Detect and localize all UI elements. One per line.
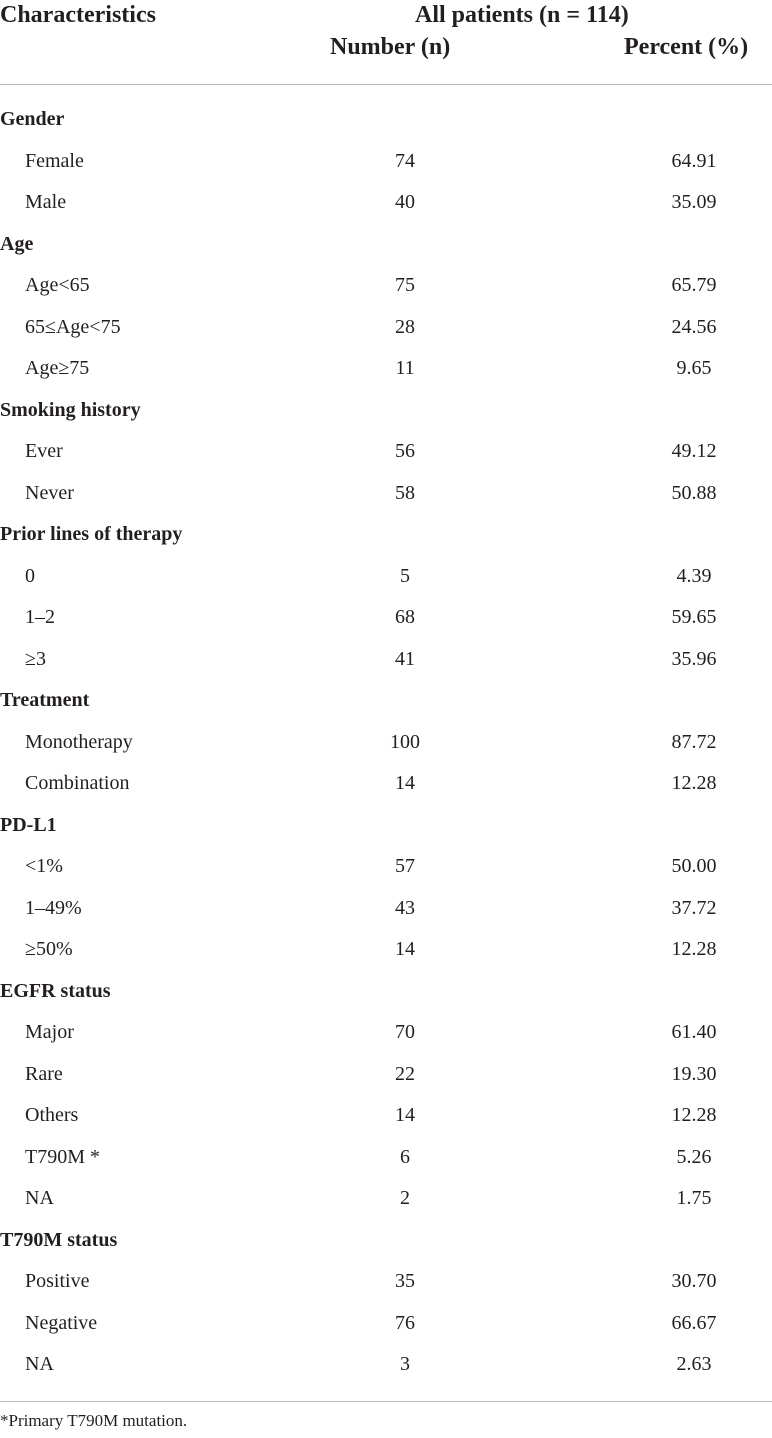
group-label: Smoking history — [0, 398, 141, 421]
row-label: Major — [25, 1021, 74, 1043]
percent-cell: 61.40 — [671, 1021, 717, 1043]
number-cell: 35 — [395, 1270, 415, 1292]
row-label: Negative — [25, 1311, 98, 1334]
percent-cell: 37.72 — [671, 896, 717, 919]
table-row — [0, 1095, 772, 1137]
percent-cell: 24.56 — [671, 315, 717, 338]
number-cell: 2 — [400, 1187, 410, 1209]
row-label: Combination — [25, 772, 130, 794]
table-group-row — [0, 99, 772, 141]
percent-cell: 30.70 — [671, 1270, 717, 1292]
table-group-row — [0, 224, 772, 266]
table-group-row — [0, 514, 772, 556]
row-label: Female — [25, 149, 84, 172]
row-label: 0 — [25, 564, 35, 587]
number-cell: 14 — [395, 772, 415, 794]
row-label: Rare — [25, 1062, 63, 1085]
table-row — [0, 888, 772, 930]
percent-cell: 49.12 — [671, 440, 717, 462]
percent-cell: 9.65 — [676, 357, 712, 379]
percent-cell: 12.28 — [671, 1104, 717, 1126]
percent-cell: 50.88 — [671, 481, 717, 504]
row-label: 65≤Age<75 — [25, 315, 121, 338]
table-row — [0, 1344, 772, 1386]
percent-cell: 64.91 — [671, 149, 717, 172]
percent-cell: 4.39 — [676, 564, 712, 587]
number-cell: 76 — [395, 1311, 415, 1334]
table-row — [0, 722, 772, 764]
number-cell: 57 — [395, 855, 415, 877]
table-body — [0, 99, 772, 1386]
table-group-row — [0, 971, 772, 1013]
table-row — [0, 1178, 772, 1220]
column-header-number: Number (n) — [330, 34, 451, 60]
percent-cell: 50.00 — [671, 855, 717, 877]
row-label: Monotherapy — [25, 730, 133, 753]
table-row — [0, 431, 772, 473]
percent-cell: 59.65 — [671, 606, 717, 628]
table-group-row — [0, 805, 772, 847]
table-group-row — [0, 680, 772, 722]
group-label: EGFR status — [0, 979, 111, 1002]
table-row — [0, 182, 772, 224]
table-row — [0, 1137, 772, 1179]
table-row — [0, 1012, 772, 1054]
row-label: NA — [25, 1353, 54, 1375]
percent-cell: 19.30 — [671, 1062, 717, 1085]
row-label: 1–49% — [25, 896, 82, 919]
table-group-row — [0, 1220, 772, 1262]
percent-cell: 5.26 — [676, 1145, 712, 1168]
table-row — [0, 556, 772, 598]
number-cell: 58 — [395, 481, 415, 504]
group-label: Gender — [0, 108, 65, 130]
number-cell: 3 — [400, 1353, 410, 1375]
table-row — [0, 1054, 772, 1096]
percent-cell: 65.79 — [671, 274, 717, 296]
column-group-header-all-patients: All patients (n = 114) — [415, 2, 629, 28]
group-label: Treatment — [0, 689, 90, 711]
percent-cell: 35.09 — [671, 191, 717, 213]
table-row — [0, 929, 772, 971]
number-cell: 14 — [395, 1104, 415, 1126]
number-cell: 68 — [395, 606, 415, 628]
table-row — [0, 307, 772, 349]
percent-cell: 12.28 — [671, 772, 717, 794]
group-label: Prior lines of therapy — [0, 523, 183, 545]
number-cell: 41 — [395, 647, 415, 670]
percent-cell: 1.75 — [676, 1187, 712, 1209]
number-cell: 74 — [395, 149, 415, 172]
number-cell: 14 — [395, 938, 415, 960]
row-label: <1% — [25, 855, 63, 877]
row-label: Never — [25, 481, 74, 504]
number-cell: 11 — [395, 357, 415, 379]
table-row — [0, 763, 772, 805]
table-row — [0, 265, 772, 307]
percent-cell: 12.28 — [671, 938, 717, 960]
number-cell: 100 — [390, 730, 420, 753]
column-header-percent: Percent (%) — [624, 34, 749, 60]
number-cell: 6 — [400, 1145, 410, 1168]
number-cell: 56 — [395, 440, 415, 462]
group-label: Age — [0, 232, 34, 255]
percent-cell: 2.63 — [676, 1353, 712, 1375]
table-row — [0, 141, 772, 183]
number-cell: 28 — [395, 315, 415, 338]
number-cell: 43 — [395, 896, 415, 919]
table-row — [0, 846, 772, 888]
row-label: Male — [25, 191, 67, 213]
table-row — [0, 473, 772, 515]
table-row — [0, 1303, 772, 1345]
table-row — [0, 1261, 772, 1303]
row-label: T790M * — [25, 1145, 100, 1168]
row-label: Others — [25, 1104, 79, 1126]
row-label: Age<65 — [25, 274, 90, 296]
number-cell: 40 — [395, 191, 415, 213]
percent-cell: 87.72 — [671, 730, 717, 753]
row-label: ≥3 — [25, 647, 46, 670]
table-row — [0, 639, 772, 681]
row-label: ≥50% — [25, 938, 73, 960]
number-cell: 70 — [395, 1021, 415, 1043]
row-label: 1–2 — [25, 606, 55, 628]
header-divider — [0, 84, 772, 85]
table-group-row — [0, 390, 772, 432]
table-row — [0, 597, 772, 639]
table-footnote: *Primary T790M mutation. — [0, 1411, 188, 1430]
table-row — [0, 348, 772, 390]
table-bottom-divider — [0, 1401, 772, 1402]
row-label: Positive — [25, 1270, 90, 1292]
percent-cell: 66.67 — [671, 1311, 717, 1334]
column-header-characteristics: Characteristics — [0, 2, 156, 28]
group-label: PD-L1 — [0, 813, 57, 836]
row-label: NA — [25, 1187, 54, 1209]
group-label: T790M status — [0, 1228, 118, 1251]
number-cell: 75 — [395, 274, 415, 296]
number-cell: 22 — [395, 1062, 415, 1085]
row-label: Ever — [25, 440, 63, 462]
row-label: Age≥75 — [25, 357, 90, 379]
percent-cell: 35.96 — [671, 647, 717, 670]
number-cell: 5 — [400, 564, 410, 587]
